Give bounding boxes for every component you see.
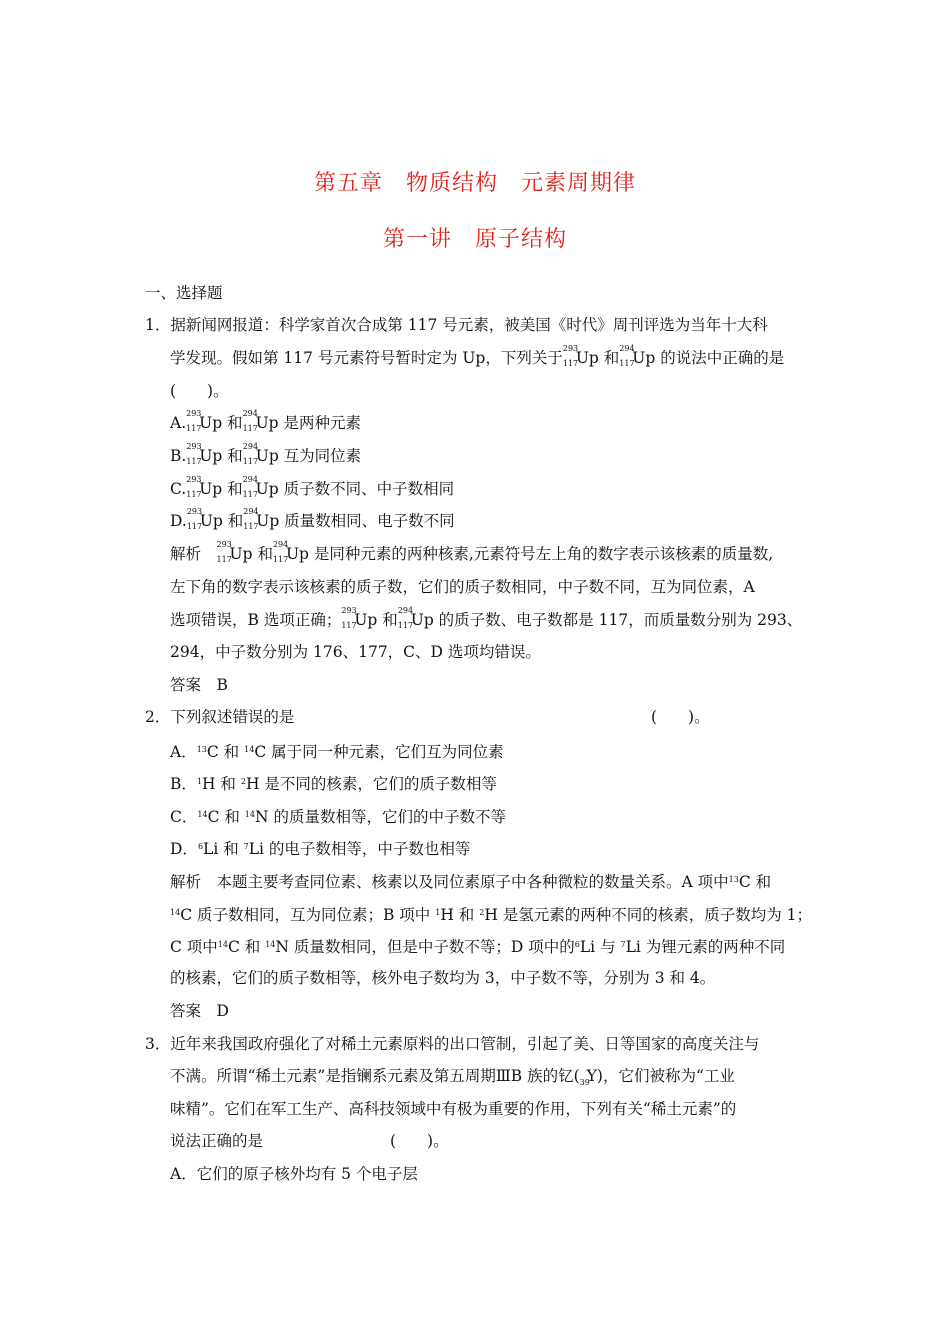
- q1-explanation-2: 左下角的数字表示该核素的质子数，它们的质子数相同，中子数不同，互为同位素，A: [170, 578, 755, 596]
- lesson-title: 第一讲 原子结构: [382, 227, 567, 252]
- q2-paren: ( )。: [651, 708, 710, 726]
- q2-stem: 2．下列叙述错误的是: [145, 708, 295, 726]
- q3-paren: ( )。: [390, 1132, 449, 1150]
- q1-explanation-1: 解析 293 117 Up 和 294 117 Up 是同种元素的两种核素,元素符号左上角的数字表示该核素的质量数,: [170, 540, 774, 564]
- q2-answer: 答案 D: [170, 1002, 229, 1020]
- q3-line1: 3．近年来我国政府强化了对稀土元素原料的出口管制，引起了美、日等国家的高度关注与: [145, 1035, 760, 1053]
- q3-line4: 说法正确的是: [170, 1132, 264, 1150]
- q1-explanation-3: 选项错误，B 选项正确； 293 117 Up 和 294 117 Up 的质子数、电子数都是 117，而质量数分别为 293、: [170, 606, 803, 630]
- q1-answer: 答案 B: [170, 676, 228, 694]
- q1-option-c: C. 293 117 Up 和 294 117 Up 质子数不同、中子数相同: [170, 475, 455, 499]
- q1-option-a: A. 293 117 Up 和 294 117 Up 是两种元素: [170, 409, 361, 433]
- q2-option-d: D．$^6$Li 和 $^7$Li 的电子数相等，中子数也相等: [170, 840, 471, 858]
- q2-option-a: A．$^{13}$C 和 $^{14}$C 属于同一种元素，它们互为同位素: [170, 743, 504, 761]
- q3-option-a: A．它们的原子核外均有 5 个电子层: [170, 1165, 418, 1183]
- q2-explanation-1: 解析 本题主要考查同位素、核素以及同位素原子中各种微粒的数量关系。A 项中$^{13}$C 和: [170, 873, 772, 891]
- q3-line2: 不满。所谓“稀土元素”是指镧系元素及第五周期ⅢB 族的钇( 39 Y)，它们被称为“工业: [170, 1067, 735, 1087]
- q2-explanation-3: C 项中$^{14}$C 和 $^{14}$N 质量数相同，但是中子数不等；D 项中的$^6$Li 与 $^7$Li 为锂元素的两种不同: [170, 938, 786, 956]
- q2-option-b: B．$^1$H 和 $^2$H 是不同的核素，它们的质子数相等: [170, 775, 497, 793]
- q3-line3: 味精”。它们在军工生产、高科技领域中有极为重要的作用，下列有关“稀土元素”的: [170, 1100, 737, 1118]
- q1-option-d: D. 293 117 Up 和 294 117 Up 质量数相同、电子数不同: [170, 507, 455, 531]
- q1-line2: 学发现。假如第 117 号元素符号暂时定为 Up，下列关于 293 117 Up 和 294 117 Up 的说法中正确的是: [170, 344, 785, 368]
- chapter-title: 第五章 物质结构 元素周期律: [313, 171, 636, 196]
- q1-line3: ( )。: [170, 382, 229, 400]
- q2-option-c: C．$^{14}$C 和 $^{14}$N 的质量数相等，它们的中子数不等: [170, 808, 506, 826]
- section-heading: 一、选择题: [145, 284, 223, 302]
- q1-explanation-4: 294，中子数分别为 176、177，C、D 选项均错误。: [170, 643, 541, 661]
- q2-explanation-2: $^{14}$C 质子数相同，互为同位素；B 项中 $^1$H 和 $^2$H 是氢元素的两种不同的核素，质子数均为 1；: [170, 906, 813, 924]
- q1-option-b: B. 293 117 Up 和 294 117 Up 互为同位素: [170, 442, 362, 466]
- q2-explanation-4: 的核素，它们的质子数相等，核外电子数均为 3，中子数不等，分别为 3 和 4。: [170, 969, 716, 987]
- q1-line1: 1．据新闻网报道：科学家首次合成第 117 号元素，被美国《时代》周刊评选为当年十大科: [145, 316, 768, 334]
